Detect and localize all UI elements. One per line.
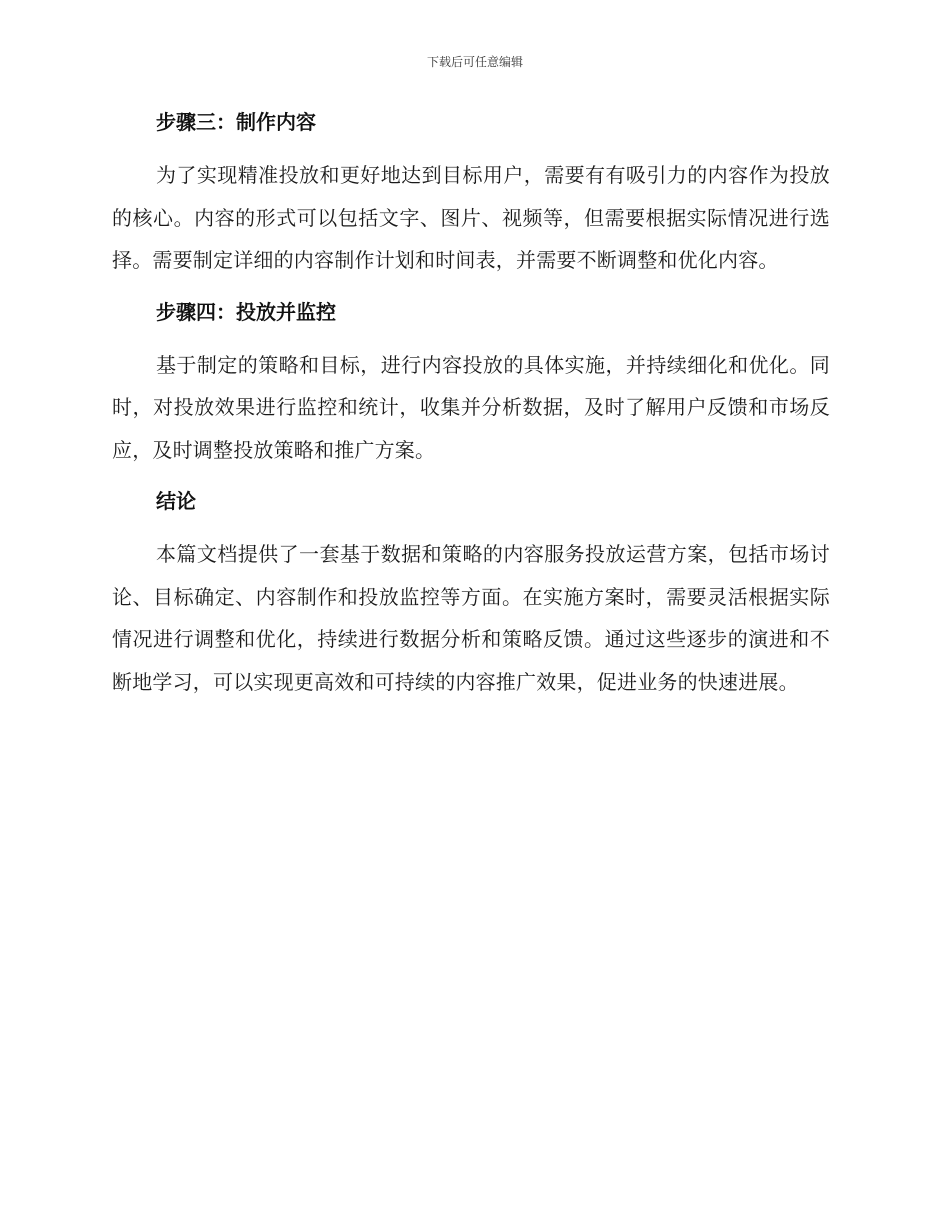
section-paragraph-step-four: 基于制定的策略和目标，进行内容投放的具体实施，并持续细化和优化。同时，对投放效果进行监控和统计，收集并分析数据，及时了解用户反馈和市场反应，及时调整投放策略和推广方案。 — [112, 352, 830, 462]
section-paragraph-conclusion: 本篇文档提供了一套基于数据和策略的内容服务投放运营方案，包括市场讨论、目标确定、内容制作和投放监控等方面。在实施方案时，需要灵活根据实际情况进行调整和优化，持续进行数据分析和策略反馈。通过这些逐步的演进和不断地学习，可以实现更高效和可持续的内容推广效果，促进业务的快速进展。 — [112, 542, 830, 694]
section-heading-step-four: 步骤四：投放并监控 — [156, 299, 336, 324]
page-header-note: 下载后可任意编辑 — [426, 55, 523, 69]
document-body — [112, 108, 830, 703]
section-heading-step-three: 步骤三：制作内容 — [156, 110, 316, 134]
section-heading-conclusion: 结论 — [156, 489, 196, 513]
section-paragraph-step-three: 为了实现精准投放和更好地达到目标用户，需要有有吸引力的内容作为投放的核心。内容的形式可以包括文字、图片、视频等，但需要根据实际情况进行选择。需要制定详细的内容制作计划和时间表，并需要不断调整和优化内容。 — [112, 163, 830, 272]
